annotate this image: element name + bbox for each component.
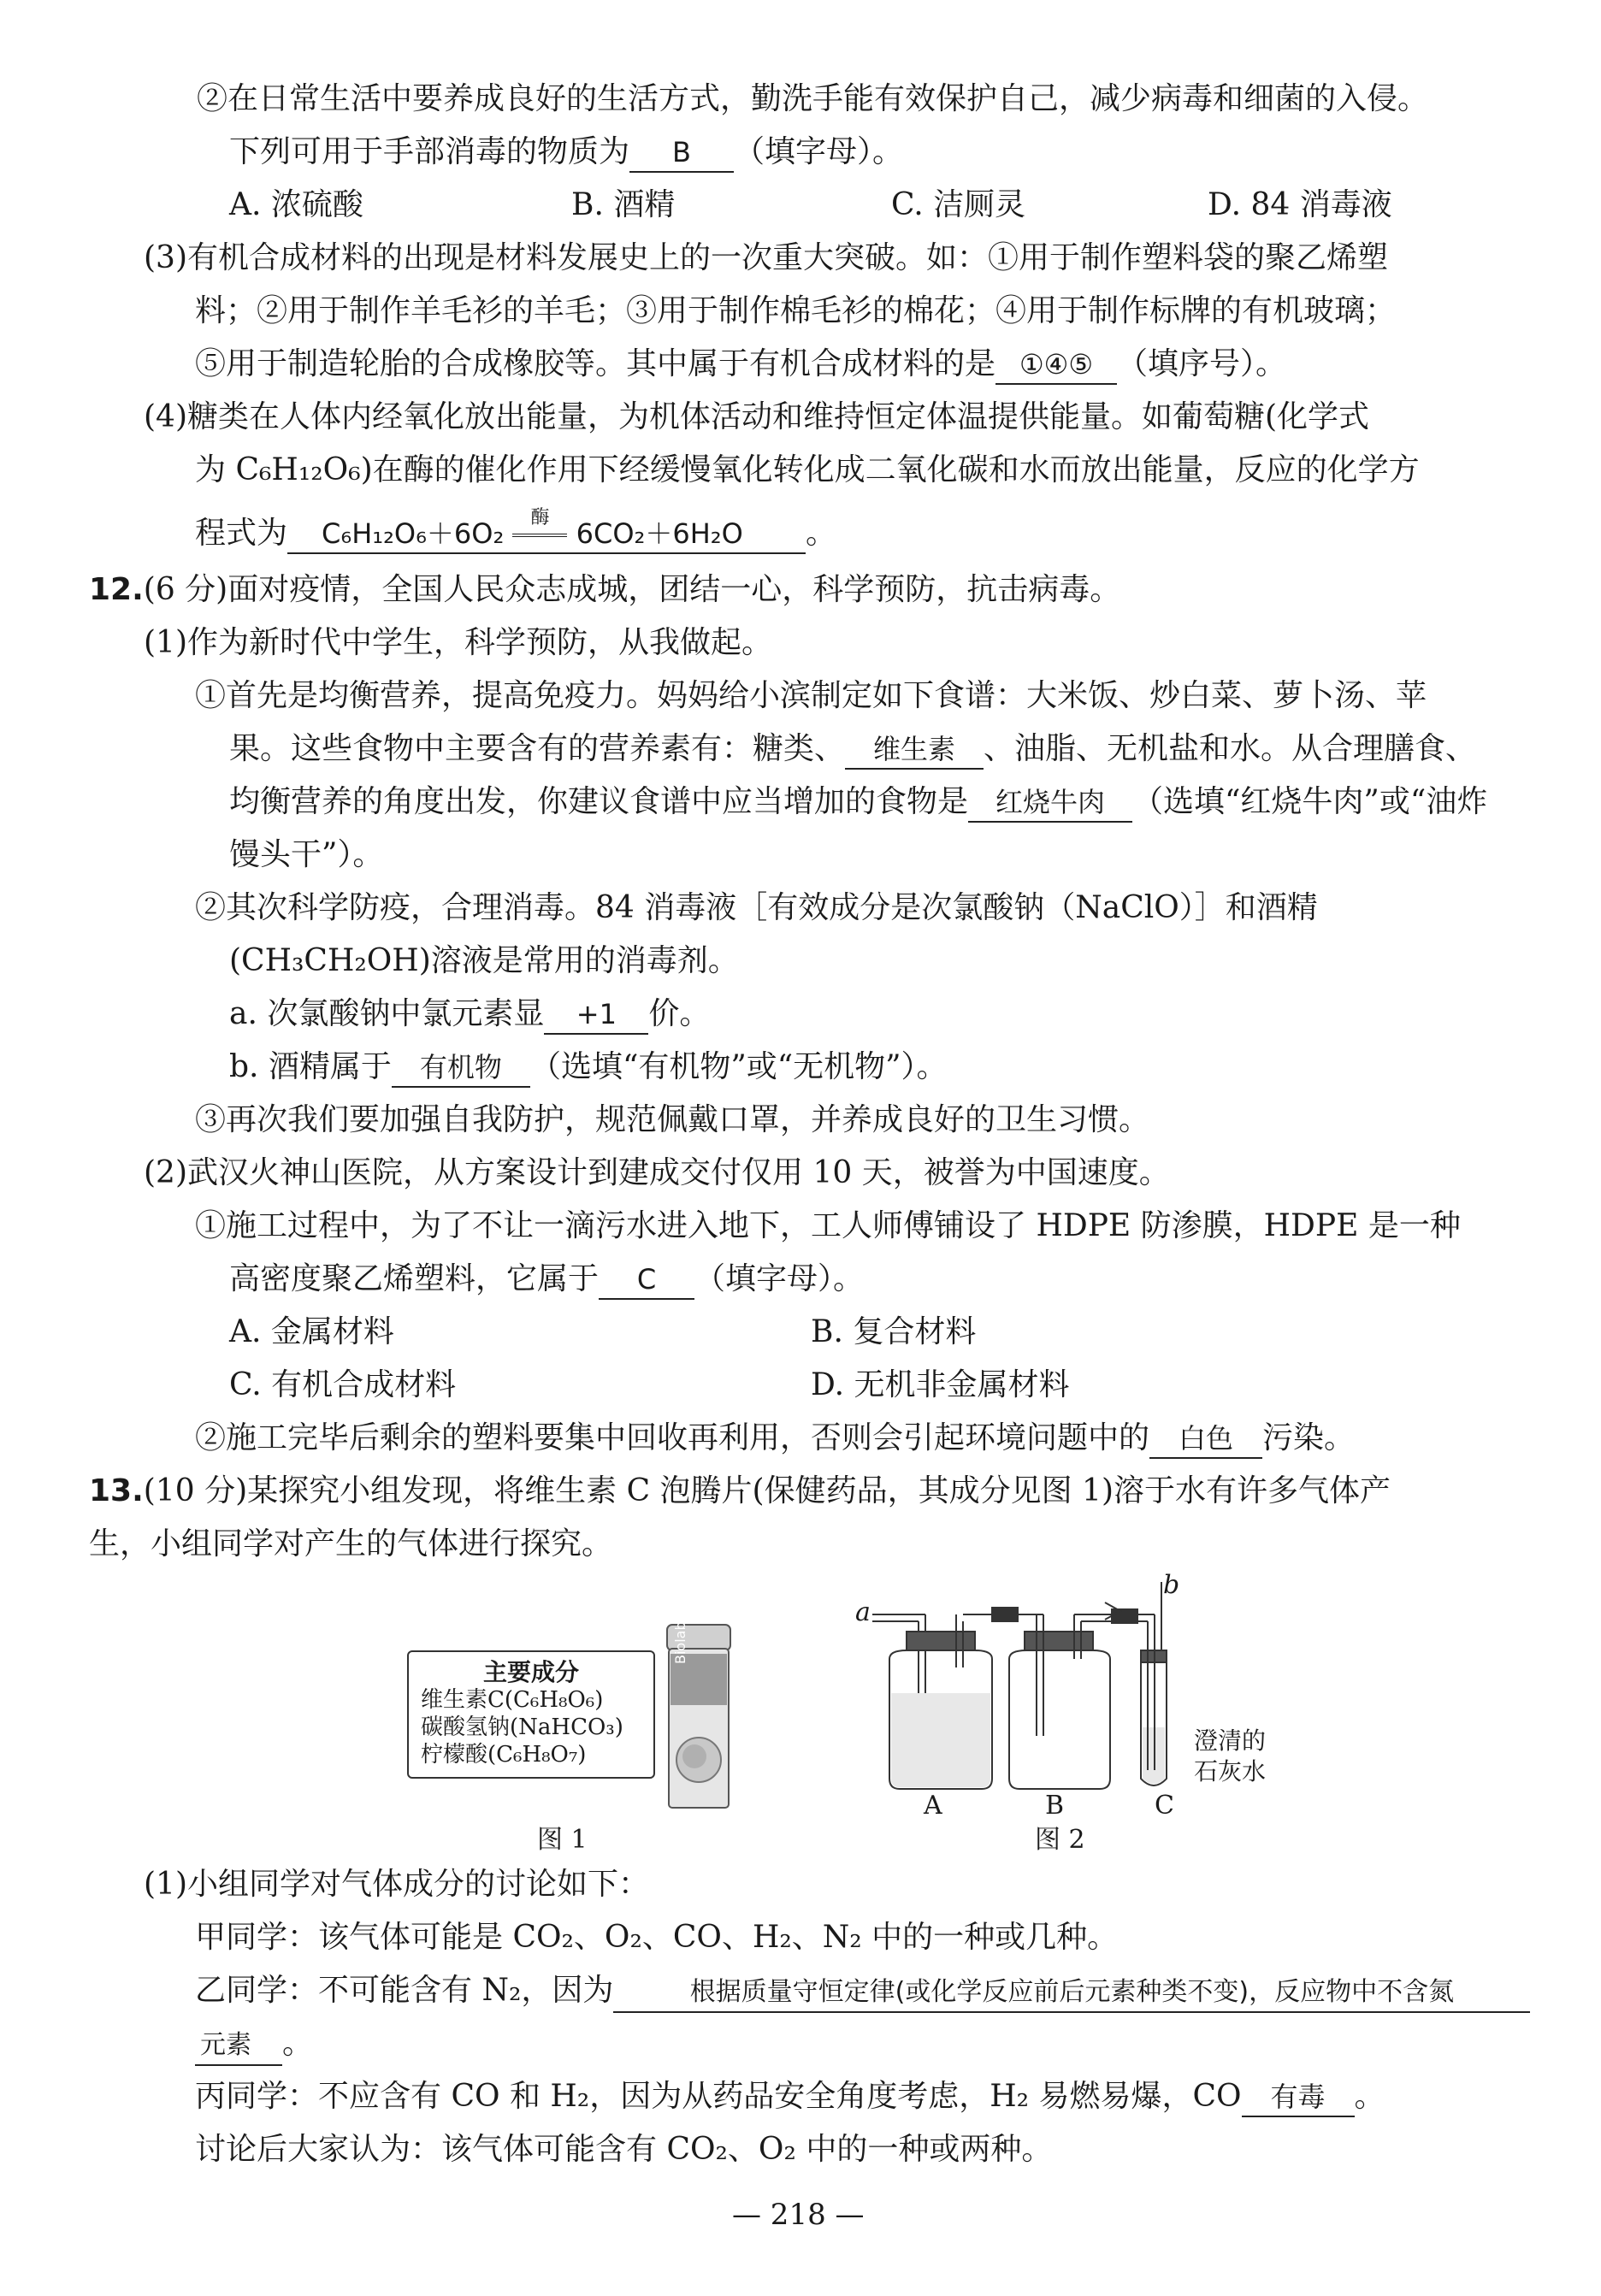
limewater-label: 澄清的 (1194, 1726, 1267, 1755)
page-number: — 218 — (732, 2198, 865, 2232)
text-line: 下列可用于手部消毒的物质为 B （填字母）。 (229, 133, 903, 173)
equation-answer: C₆H₁₂O₆＋6O₂ 酶 6CO₂＋6H₂O (287, 515, 806, 554)
answer-blank: 元素 (195, 2027, 282, 2066)
answer-blank: +1 (544, 995, 648, 1035)
tube-label: Biolabor (672, 1608, 688, 1664)
text-line: 果。这些食物中主要含有的营养素有：糖类、 维生素 、油脂、无机盐和水。从合理膳食、 (229, 730, 1476, 770)
text-line: 料；②用于制作羊毛衫的羊毛；③用于制作棉毛衫的棉花；④用于制作标牌的有机玻璃； (195, 293, 1397, 328)
text-line: (4)糖类在人体内经氧化放出能量，为机体活动和维持恒定体温提供能量。如葡萄糖(化学式 (144, 399, 1370, 434)
answer-blank: ①④⑤ (995, 345, 1117, 385)
option-B: B. 酒精 (571, 187, 676, 222)
text-line: 高密度聚乙烯塑料，它属于 C （填字母）。 (229, 1260, 864, 1300)
text-line: (2)武汉火神山医院，从方案设计到建成交付仅用 10 天，被誉为中国速度。 (144, 1155, 1170, 1190)
text-line: a. 次氯酸钠中氯元素显 +1 价。 (229, 995, 710, 1035)
answer-blank: 有机物 (392, 1048, 530, 1088)
ingredients-box (407, 1650, 655, 1779)
option-D: D. 84 消毒液 (1208, 187, 1392, 222)
text-line: ②施工完毕后剩余的塑料要集中回收再利用，否则会引起环境问题中的 白色 污染。 (195, 1420, 1355, 1459)
ingredient: 柠檬酸(C₆H₈O₇) (421, 1742, 587, 1768)
text-line: 程式为 C₆H₁₂O₆＋6O₂ 酶 6CO₂＋6H₂O 。 (195, 515, 836, 554)
text-line: (1)小组同学对气体成分的讨论如下： (144, 1867, 649, 1902)
ingredient: 碳酸氢钠(NaHCO₃) (421, 1715, 623, 1740)
bottle-a-label: A (924, 1791, 942, 1821)
text-line: ①首先是均衡营养，提高免疫力。妈妈给小滨制定如下食谱：大米饭、炒白菜、萝卜汤、苹 (195, 678, 1427, 713)
figure-2-caption: 图 2 (1035, 1825, 1085, 1855)
question-number: 13. (89, 1473, 144, 1508)
option-A: A. 金属材料 (229, 1314, 394, 1349)
answer-blank: C (599, 1260, 694, 1300)
text-line: (3)有机合成材料的出现是材料发展史上的一次重大突破。如：①用于制作塑料袋的聚乙烯塑 (144, 240, 1388, 275)
answer-blank: B (629, 133, 734, 173)
question-13: 13.(10 分)某探究小组发现，将维生素 C 泡腾片(保健药品，其成分见图 1)溶于水有许多气体产 (89, 1473, 1391, 1508)
tube-a-label: a (855, 1597, 871, 1627)
answer-blank: 白色 (1149, 1420, 1262, 1459)
figure-1-caption: 图 1 (537, 1825, 588, 1855)
answer-blank: 红烧牛肉 (968, 783, 1132, 823)
text-line: 为 C₆H₁₂O₆)在酶的催化作用下经缓慢氧化转化成二氧化碳和水而放出能量，反应的化学方 (195, 452, 1420, 487)
tube-b-label: b (1163, 1570, 1180, 1600)
ingredient: 维生素C(C₆H₈O₆) (421, 1687, 604, 1713)
text-line: b. 酒精属于 有机物 （选填“有机物”或“无机物”）。 (229, 1048, 948, 1088)
option-C: C. 有机合成材料 (229, 1367, 457, 1402)
option-C: C. 洁厕灵 (891, 187, 1026, 222)
option-D: D. 无机非金属材料 (811, 1367, 1070, 1402)
limewater-label: 石灰水 (1194, 1757, 1267, 1785)
text-line: ②在日常生活中要养成良好的生活方式，勤洗手能有效保护自己，减少病毒和细菌的入侵。 (197, 81, 1429, 116)
ingredients-title: 主要成分 (482, 1658, 579, 1686)
answer-blank: 维生素 (845, 730, 984, 770)
text-line: (CH₃CH₂OH)溶液是常用的消毒剂。 (229, 943, 739, 978)
text-line: 均衡营养的角度出发，你建议食谱中应当增加的食物是 红烧牛肉 （选填“红烧牛肉”或“油炸 (229, 783, 1487, 823)
text-line: ③再次我们要加强自我防护，规范佩戴口罩，并养成良好的卫生习惯。 (195, 1102, 1150, 1137)
text-line: ①施工过程中，为了不让一滴污水进入地下，工人师傅铺设了 HDPE 防渗膜，HDPE 是一种 (195, 1208, 1461, 1243)
reaction-condition: 酶 (512, 515, 567, 552)
option-B: B. 复合材料 (811, 1314, 977, 1349)
text-line: 讨论后大家认为：该气体可能含有 CO₂、O₂ 中的一种或两种。 (195, 2132, 1053, 2167)
tube-c-label: C (1155, 1791, 1174, 1821)
question-number: 12. (89, 572, 144, 607)
text-line: ②其次科学防疫，合理消毒。84 消毒液［有效成分是次氯酸钠（NaClO）］和酒精 (195, 890, 1318, 925)
text-line: 馒头干”）。 (229, 837, 384, 872)
text-line: 元素 。 (195, 2025, 313, 2066)
text-line: 甲同学：该气体可能是 CO₂、O₂、CO、H₂、N₂ 中的一种或几种。 (195, 1920, 1119, 1955)
bottle-b-label: B (1045, 1791, 1065, 1821)
question-12: 12.(6 分)面对疫情，全国人民众志成城，团结一心，科学预防，抗击病毒。 (89, 572, 1121, 607)
text-line: 乙同学：不可能含有 N₂，因为 根据质量守恒定律(或化学反应前后元素种类不变)，反应物中不含氮 (195, 1972, 1530, 2013)
option-A: A. 浓硫酸 (229, 187, 363, 222)
text-line: (1)作为新时代中学生，科学预防，从我做起。 (144, 625, 772, 660)
text-line: ⑤用于制造轮胎的合成橡胶等。其中属于有机合成材料的是 ①④⑤ （填序号）。 (195, 345, 1286, 385)
answer-blank: 根据质量守恒定律(或化学反应前后元素种类不变)，反应物中不含氮 (613, 1974, 1530, 2013)
text-line: 生，小组同学对产生的气体进行探究。 (89, 1526, 613, 1561)
answer-blank: 有毒 (1242, 2078, 1355, 2117)
text-line: 丙同学：不应含有 CO 和 H₂，因为从药品安全角度考虑，H₂ 易燃易爆，CO 有毒 。 (195, 2078, 1385, 2117)
